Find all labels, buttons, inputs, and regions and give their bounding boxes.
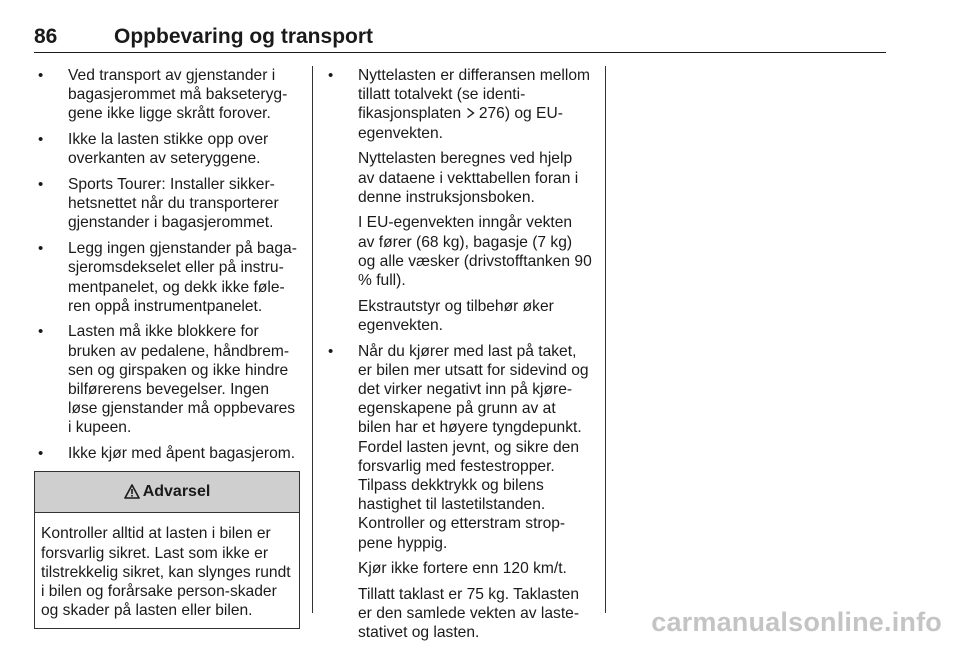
bullet-icon: • — [328, 342, 334, 360]
column-divider — [605, 66, 606, 613]
list-item — [324, 342, 592, 553]
bullet-icon: • — [38, 176, 44, 194]
list-item — [34, 239, 300, 316]
column-divider — [312, 66, 313, 613]
warning-header — [35, 472, 299, 513]
bullet-icon: • — [38, 131, 44, 149]
warning-text: Kontroller alltid at lasten i bilen er forsvarlig sikret. Last som ikke er tilstrekkelig sikret, kan slynges rundt i bilen og forårsake person-skader og skader på lasten eller bilen. — [41, 525, 291, 620]
list-item-text: Sports Tourer: Installer sikker-hetsnettet når du transporterer gjenstander i bagasjerommet. — [68, 176, 279, 232]
paragraph: Ekstrautstyr og tilbehør øker egenvekten. — [358, 297, 554, 334]
list-item — [34, 175, 300, 233]
bullet-icon: • — [38, 323, 44, 341]
bullet-icon: • — [38, 67, 44, 84]
page-title: Oppbevaring og transport — [114, 25, 374, 48]
list-item — [34, 130, 300, 168]
list-item — [34, 444, 300, 463]
warning-triangle-icon — [124, 484, 140, 499]
list-item-text: Lasten må ikke blokkere for bruken av pedalene, håndbrem-sen og girspaken og ikke hindre bilførerens bevegelser. Ingen løse gjenstander må oppbevares i kupeen. — [68, 323, 296, 437]
watermark: carmanualsonline.info — [651, 607, 942, 637]
list-item-text: 276) og EU-egenvekten. — [358, 105, 563, 142]
page-number: 86 — [34, 25, 58, 48]
left-column — [34, 66, 300, 629]
warning-box — [34, 471, 300, 629]
list-item-text: Ikke kjør med åpent bagasjerom. — [68, 445, 296, 463]
page-reference-arrow-icon — [466, 107, 475, 119]
list-item-text: Ved transport av gjenstander i bagasjerommet må bakseteryg-gene ikke ligge skrått forover. — [68, 67, 288, 123]
list-item-text: Når du kjører med last på taket, er bilen mer utsatt for sidevind og det virker negativt inn på kjøre-egenskapene på grunn av at bilen har et høyere tyngdepunkt. Fordel lasten jevnt, og sikre den forsvarlig med festestropper. Tilpass dekktrykk og bilens hastighet til lastetilstanden. Kontroller og etterstram strop-pene hyppig. — [358, 342, 589, 552]
list-item-text: Legg ingen gjenstander på baga-sjeromsdekselet eller på instru-mentpanelet, og dekk ikke føle-ren oppå instrumentpanelet. — [68, 240, 297, 315]
list-item-text: Nyttelasten er differansen mellom tillatt totalvekt (se identi-fikasjonsplaten — [358, 67, 590, 123]
list-item — [324, 66, 592, 143]
list-item — [34, 322, 300, 437]
paragraph: Kjør ikke fortere enn 120 km/t. — [358, 560, 567, 578]
list-item — [34, 66, 300, 124]
list-item-text: Ikke la lasten stikke opp over overkanten av seteryggene. — [68, 131, 269, 168]
paragraph: Nyttelasten beregnes ved hjelp av dataene i vekttabellen foran i denne instruksjonsboken. — [358, 150, 579, 206]
page-header — [34, 22, 886, 53]
warning-title: Advarsel — [142, 483, 211, 501]
bullet-icon: • — [328, 67, 334, 84]
right-column — [324, 66, 592, 649]
paragraph: I EU-egenvekten inngår vekten av fører (68 kg), bagasje (7 kg) og alle væsker (drivstofftanken 90 % full). — [358, 214, 592, 290]
bullet-icon: • — [38, 240, 44, 258]
paragraph: Tillatt taklast er 75 kg. Taklasten er den samlede vekten av laste-stativet og lasten. — [358, 586, 580, 642]
bullet-icon: • — [38, 445, 44, 463]
